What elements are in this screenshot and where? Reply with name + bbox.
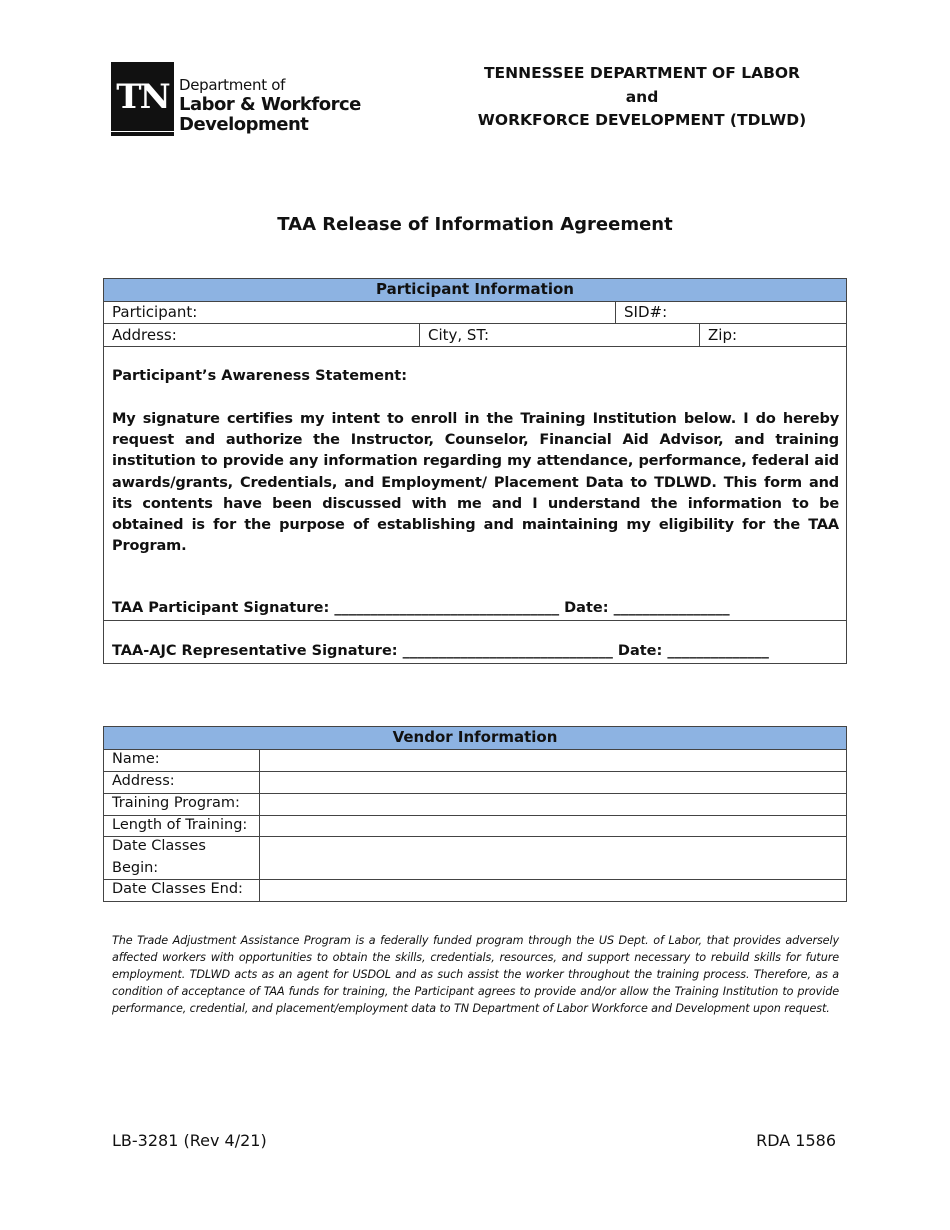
length-of-training-input[interactable] [261,816,845,836]
city-state-field[interactable]: City, ST: [428,326,490,344]
zip-field[interactable]: Zip: [708,326,738,344]
participant-info-header: Participant Information [104,279,846,301]
tdlwd-logo [111,62,361,136]
agency-line-2: and [625,87,659,106]
logo-line-1: Department of [179,76,286,94]
vendor-info-table [103,726,847,902]
address-field[interactable]: Address: [112,326,177,344]
training-program-input[interactable] [261,794,845,815]
length-of-training-label: Length of Training: [112,817,248,833]
participant-signature-line[interactable]: TAA Participant Signature: _______________________________ Date: ________________ [112,600,730,616]
divider [104,346,846,347]
awareness-statement-heading: Participant’s Awareness Statement: [112,368,408,384]
date-classes-begin-label: Date Classes Begin: [112,838,206,876]
participant-name-field[interactable]: Participant: [112,303,198,321]
agency-line-1: TENNESSEE DEPARTMENT OF LABOR [483,64,800,82]
logo-wordmark [179,75,361,135]
taa-program-note: The Trade Adjustment Assistance Program is a federally funded program through the US Dept. of Labor, that provides adversely affected workers with opportunities to obtain the skills, credentials, resources, and support necessary to rebuild skills for future employment. TDLWD acts as an agent for USDOL and as such assist the worker throughout the training process. Therefore, as a condition of acceptance of TAA funds for training, the Participant agrees to provide and/or allow the Training Institution to provide performance, credential, and placement/employment data to TN Department of Labor Workforce and Development upon request. [112,934,839,1015]
vendor-info-header: Vendor Information [104,727,846,749]
date-classes-end-label: Date Classes End: [112,881,243,897]
logo-line-2: Labor & Workforce [179,94,361,115]
training-program-label: Training Program: [112,795,240,811]
vendor-name-label: Name: [112,751,160,767]
form-number: LB-3281 (Rev 4/21) [112,1131,267,1150]
vendor-address-label: Address: [112,773,175,789]
document-title: TAA Release of Information Agreement [277,214,673,235]
awareness-statement: My signature certifies my intent to enroll in the Training Institution below. I do hereby request and authorize the Instructor, Counselor, Financial Aid Advisor, and training institution to provide any information regarding my attendance, performance, federal aid awards/grants, Credentials, and Employment/ Placement Data to TDLWD. This form and its contents have been discussed with me and I understand the information to be obtained is for the purpose of establishing and maintaining my eligibility for the TAA Program. [112,411,839,555]
agency-line-3: WORKFORCE DEVELOPMENT (TDLWD) [477,111,807,129]
date-classes-end-input[interactable] [261,880,845,901]
agency-header [442,62,842,133]
sid-field[interactable]: SID#: [624,303,668,321]
tn-logo-mark: TN [111,62,174,131]
rda-number: RDA 1586 [756,1131,836,1150]
vendor-address-input[interactable] [261,772,845,793]
logo-line-3: Development [179,114,309,135]
divider [104,620,846,621]
representative-signature-line[interactable]: TAA-AJC Representative Signature: _____________________________ Date: ______________ [112,643,769,659]
date-classes-begin-input[interactable] [261,837,845,879]
vendor-name-input[interactable] [261,750,845,771]
logo-underline [111,132,174,136]
